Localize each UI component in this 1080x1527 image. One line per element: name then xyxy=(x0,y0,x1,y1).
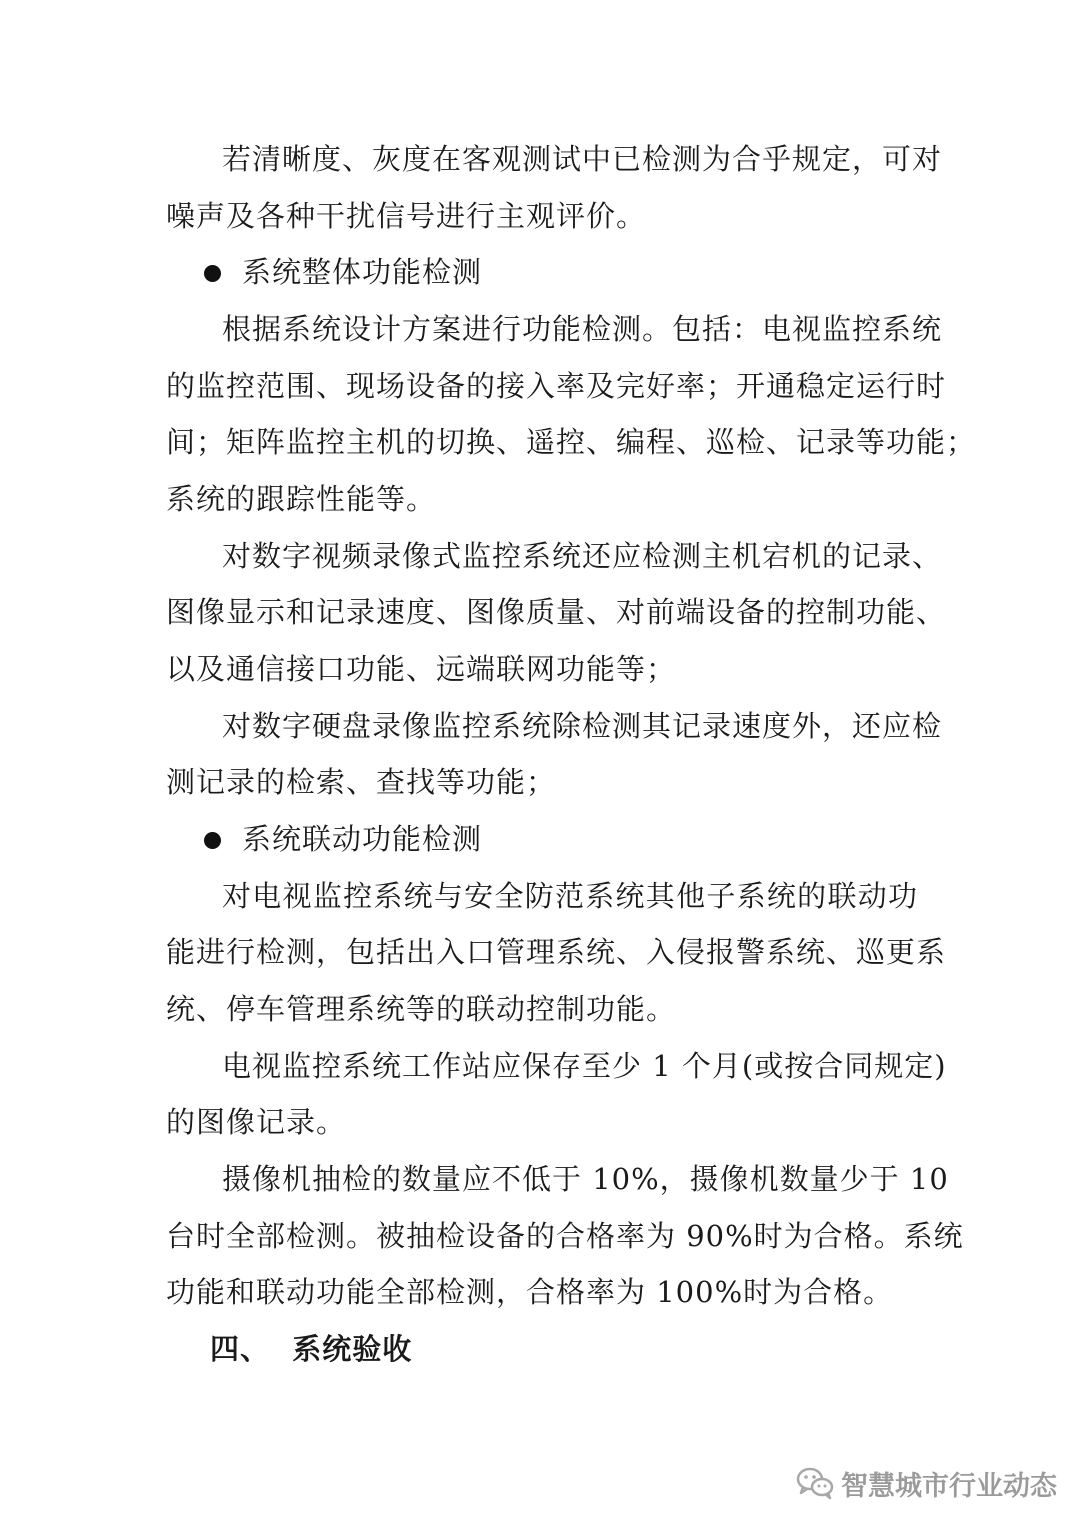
paragraph-6-line-1: 电视监控系统工作站应保存至少 1 个月(或按合同规定) xyxy=(222,1049,947,1083)
paragraph-3-line-3: 以及通信接口功能、远端联网功能等； xyxy=(166,652,677,686)
bullet-heading-overall-function: 系统整体功能检测 xyxy=(242,255,483,289)
paragraph-7-line-2: 台时全部检测。被抽检设备的合格率为 90%时为合格。系统 xyxy=(166,1219,964,1253)
paragraph-2-line-2: 的监控范围、现场设备的接入率及完好率；开通稳定运行时 xyxy=(166,369,947,403)
paragraph-4-line-2: 测记录的检索、查找等功能； xyxy=(166,765,557,799)
paragraph-6-line-2: 的图像记录。 xyxy=(166,1105,347,1139)
bullet-dot-icon xyxy=(204,265,221,282)
paragraph-1-line-2: 噪声及各种干扰信号进行主观评价。 xyxy=(166,199,647,233)
bullet-heading-linkage-function: 系统联动功能检测 xyxy=(242,822,483,856)
paragraph-3-line-1: 对数字视频录像式监控系统还应检测主机宕机的记录、 xyxy=(222,539,943,573)
paragraph-2-line-4: 系统的跟踪性能等。 xyxy=(166,482,437,516)
paragraph-2-line-1: 根据系统设计方案进行功能检测。包括：电视监控系统 xyxy=(222,312,943,346)
paragraph-2-line-3: 间；矩阵监控主机的切换、遥控、编程、巡检、记录等功能； xyxy=(166,425,977,459)
paragraph-1-line-1: 若清晰度、灰度在客观测试中已检测为合乎规定，可对 xyxy=(222,142,943,176)
paragraph-7-line-3: 功能和联动功能全部检测，合格率为 100%时为合格。 xyxy=(166,1275,894,1309)
watermark xyxy=(795,1463,1057,1503)
wechat-icon xyxy=(795,1466,835,1500)
paragraph-5-line-3: 统、停车管理系统等的联动控制功能。 xyxy=(166,992,677,1026)
paragraph-5-line-2: 能进行检测，包括出入口管理系统、入侵报警系统、巡更系 xyxy=(166,935,947,969)
bullet-dot-icon xyxy=(204,832,221,849)
paragraph-3-line-2: 图像显示和记录速度、图像质量、对前端设备的控制功能、 xyxy=(166,595,947,629)
watermark-text: 智慧城市行业动态 xyxy=(841,1470,1057,1502)
section-heading: 四、 系统验收 xyxy=(210,1332,413,1366)
paragraph-4-line-1: 对数字硬盘录像监控系统除检测其记录速度外，还应检 xyxy=(222,709,943,743)
paragraph-5-line-1: 对电视监控系统与安全防范系统其他子系统的联动功 xyxy=(222,879,918,913)
paragraph-7-line-1: 摄像机抽检的数量应不低于 10%，摄像机数量少于 10 xyxy=(222,1162,949,1196)
